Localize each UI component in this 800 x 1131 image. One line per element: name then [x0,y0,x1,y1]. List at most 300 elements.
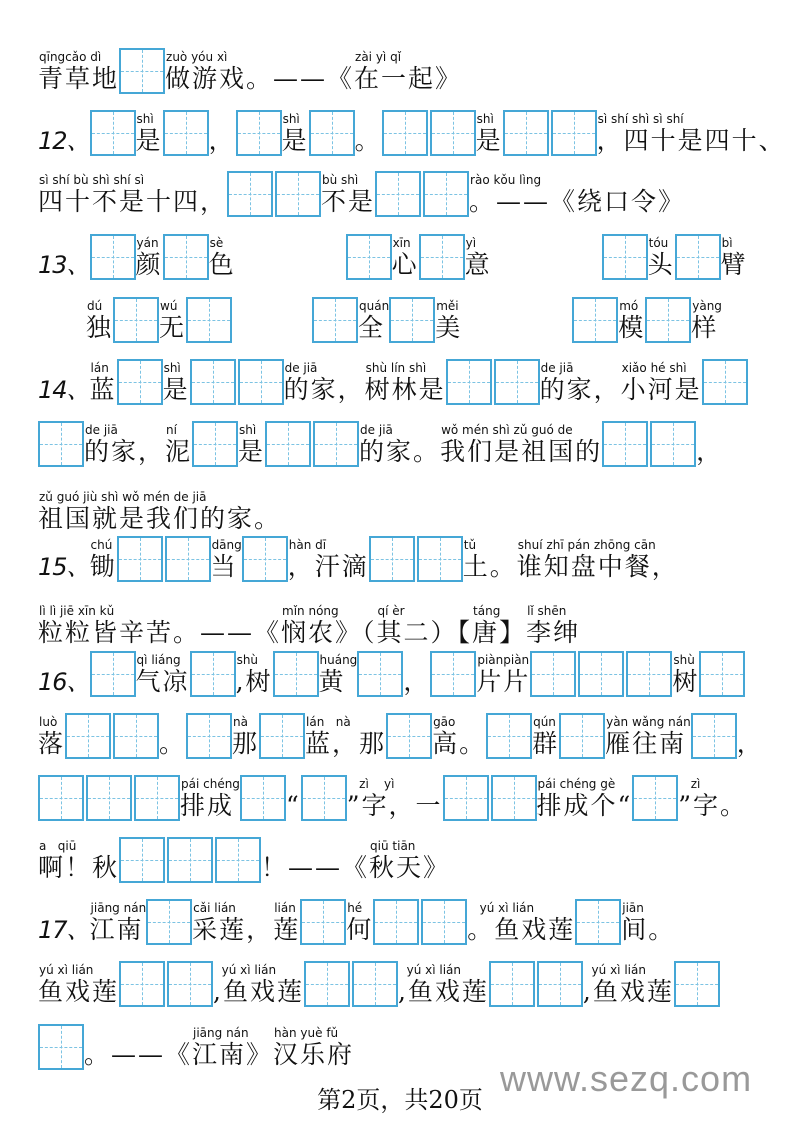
pinyin: měi [436,299,459,313]
tianzige-answer-box[interactable] [530,651,576,697]
tianzige-answer-box[interactable] [90,651,136,697]
tianzige-answer-box[interactable] [443,775,489,821]
hanzi: 头 [647,250,675,279]
question-number [38,901,90,945]
hanzi: 青草地 [38,64,120,93]
hanzi: 李绅 [526,618,581,647]
tianzige-answer-box[interactable] [382,110,428,156]
tianzige-answer-box[interactable] [430,651,476,697]
hanzi: 。 [159,729,187,758]
answer-box-group [632,775,678,823]
hanzi: 是 [281,126,309,155]
hanzi: 。——《 [84,1040,193,1069]
text-segment [467,901,575,945]
text-segment [465,236,492,280]
tianzige-answer-box[interactable] [503,110,549,156]
pinyin: de jiā [85,423,118,437]
pinyin: shuí zhī pán zhōng cān [517,538,656,552]
tianzige-answer-box[interactable] [352,961,398,1007]
tianzige-answer-box[interactable] [417,536,463,582]
pinyin: qīngcǎo dì [39,50,102,64]
pinyin: piànpiàn [477,653,530,667]
text-segment [403,653,430,697]
pinyin [38,361,39,375]
pinyin: huáng [319,653,358,667]
text-segment [273,1026,354,1070]
tianzige-answer-box[interactable] [602,421,648,467]
text-segment [432,715,486,759]
worksheet-line [38,637,745,699]
pinyin: ní [166,423,177,437]
pinyin: tǔ [463,538,477,552]
answer-box-group [645,297,691,345]
pinyin: tóu [648,236,669,250]
tianzige-answer-box[interactable] [273,651,319,697]
hanzi: 独 [86,313,114,342]
answer-box-group [674,961,720,1009]
tianzige-answer-box[interactable] [699,651,745,697]
pinyin: yú xì lián [398,963,461,977]
tianzige-answer-box[interactable] [386,713,432,759]
hanzi: 我们是祖国的 [440,437,603,466]
hanzi: 的家， [84,437,166,466]
tianzige-answer-box[interactable] [275,171,321,217]
answer-box-group [382,110,476,158]
pinyin: a qiū [39,839,77,853]
text-segment [86,299,113,343]
text-segment [38,50,119,94]
tianzige-answer-box[interactable] [119,961,165,1007]
question-number [38,653,90,697]
pinyin: lǐ shēn [527,604,567,618]
question-number-label: 13、 [38,251,90,279]
worksheet-line [38,761,747,823]
tianzige-answer-box[interactable] [486,713,532,759]
text-segment [392,236,419,280]
tianzige-answer-box[interactable] [369,536,415,582]
tianzige-answer-box[interactable] [675,234,721,280]
text-segment [238,423,265,467]
answer-box-group [530,651,672,699]
text-segment [355,112,382,156]
pinyin [38,653,39,667]
pinyin: shì [163,361,181,375]
text-segment [678,777,747,821]
pinyin: wǒ mén shì zǔ guó de [441,423,573,437]
text-segment [136,112,163,156]
hanzi: 群 [532,729,560,758]
hanzi: 。 [354,126,382,155]
tianzige-answer-box[interactable] [430,110,476,156]
tianzige-answer-box[interactable] [259,713,305,759]
tianzige-answer-box[interactable] [423,171,469,217]
pinyin: cǎi lián [193,901,236,915]
pinyin: shì [282,112,300,126]
pinyin: lán nà [306,715,351,729]
worksheet-line [38,345,748,407]
text-segment [469,173,685,217]
tianzige-answer-box[interactable] [419,234,465,280]
tianzige-answer-box[interactable] [236,110,282,156]
tianzige-answer-box[interactable] [446,359,492,405]
tianzige-answer-box[interactable] [90,234,136,280]
pinyin: hàn dī [288,538,327,552]
hanzi: 唐】 [472,618,527,647]
text-segment [621,361,702,405]
text-segment [358,299,389,343]
text-segment [435,299,462,343]
answer-box-group [559,713,605,761]
tianzige-answer-box[interactable] [117,359,163,405]
worksheet-line [38,34,462,96]
hanzi: 样 [691,313,719,342]
tianzige-answer-box[interactable] [190,651,236,697]
pinyin: zǔ guó jiù shì wǒ mén de jiā [39,490,207,504]
tianzige-answer-box[interactable] [238,359,284,405]
question-number [38,538,90,582]
text-segment [282,112,309,156]
tianzige-answer-box[interactable] [489,961,535,1007]
hanzi: 片片 [476,667,531,696]
hanzi: 排成 [180,791,235,820]
pinyin: yú xì lián [583,963,646,977]
hanzi: 树林是 [364,375,446,404]
hanzi: 采莲， [192,915,274,944]
hanzi: 黄 [318,667,346,696]
tianzige-answer-box[interactable] [167,837,213,883]
tianzige-answer-box[interactable] [312,297,358,343]
tianzige-answer-box[interactable] [119,837,165,883]
tianzige-answer-box[interactable] [186,297,232,343]
text-segment [476,653,530,697]
hanzi: 是 [238,437,266,466]
tianzige-answer-box[interactable] [65,713,111,759]
hanzi: 在一起》 [354,64,463,93]
answer-box-group [486,713,532,761]
pinyin: shù lín shì [365,361,427,375]
answer-box-group [190,359,284,407]
hanzi: 莲 [273,915,301,944]
hanzi: 美 [435,313,463,342]
tianzige-answer-box[interactable] [86,775,132,821]
text-segment [136,653,190,697]
tianzige-answer-box[interactable] [113,713,159,759]
pinyin: pái chéng gè [537,777,616,791]
hanzi: 气凉 [135,667,190,696]
text-segment [476,112,503,156]
pinyin: bì [721,236,733,250]
hanzi: 的家， [539,375,621,404]
answer-box-group [259,713,305,761]
tianzige-answer-box[interactable] [242,536,288,582]
question-number [38,112,90,156]
hanzi: 颜 [135,250,163,279]
answer-box-group [309,110,355,158]
tianzige-answer-box[interactable] [190,359,236,405]
tianzige-answer-box[interactable] [117,536,163,582]
pinyin: zì yì [347,777,395,791]
text-segment [286,777,301,821]
tianzige-answer-box[interactable] [346,234,392,280]
text-segment [597,112,786,156]
tianzige-answer-box[interactable] [559,713,605,759]
hanzi: 汉乐府 [273,1040,355,1069]
text-segment [261,839,369,883]
tianzige-answer-box[interactable] [186,713,232,759]
pinyin: hàn yuè fǔ [274,1026,339,1040]
answer-box-group [419,234,465,282]
text-segment [38,963,119,1007]
text-segment [136,236,163,280]
page-number: 第2页，共20页 [317,1086,483,1114]
text-segment [84,1026,192,1070]
tianzige-answer-box[interactable] [265,421,311,467]
text-segment [721,236,748,280]
answer-box-group [119,837,261,885]
pinyin: gāo [433,715,456,729]
tianzige-answer-box[interactable] [602,234,648,280]
hanzi: ,鱼戏莲 [213,977,304,1006]
tianzige-answer-box[interactable] [313,421,359,467]
pinyin: qì liáng [136,653,181,667]
tianzige-answer-box[interactable] [626,651,672,697]
pinyin: quán [359,299,390,313]
answer-box-group [117,536,211,584]
pinyin: táng [473,604,501,618]
tianzige-answer-box[interactable] [650,421,696,467]
hanzi: 当 [210,552,238,581]
tianzige-answer-box[interactable] [551,110,597,156]
pinyin: yàng [692,299,722,313]
answer-box-group [489,961,583,1009]
answer-box-group [265,421,359,469]
hanzi: ”字，一 [346,791,443,820]
tianzige-answer-box[interactable] [113,297,159,343]
pinyin: lì lì jiē xīn kǔ [39,604,115,618]
answer-box-group [90,651,136,699]
tianzige-answer-box[interactable] [90,110,136,156]
pinyin: wú [160,299,178,313]
answer-box-group [304,961,398,1009]
tianzige-answer-box[interactable] [575,899,621,945]
hanzi: 间。 [621,915,676,944]
text-segment [192,901,273,945]
text-segment [165,50,354,94]
pinyin: zài yì qǐ [355,50,402,64]
text-segment [540,361,621,405]
tianzige-answer-box[interactable] [146,899,192,945]
pinyin: bù shì [322,173,359,187]
tianzige-answer-box[interactable] [702,359,748,405]
tianzige-answer-box[interactable] [163,110,209,156]
text-segment [369,839,450,883]
text-segment [618,299,645,343]
text-segment [696,423,723,467]
hanzi: 何 [346,915,374,944]
text-segment [398,963,489,1007]
pinyin [403,653,404,667]
tianzige-answer-box[interactable] [491,775,537,821]
hanzi: ”字。 [678,791,748,820]
pinyin: sì shí bù shì shí sì [39,173,145,187]
hanzi: ， [208,126,236,155]
answer-box-group [503,110,597,158]
answer-box-group [702,359,748,407]
hanzi: ，汗滴 [287,552,369,581]
tianzige-answer-box[interactable] [357,651,403,697]
tianzige-answer-box[interactable] [38,421,84,467]
pinyin [209,112,210,126]
hanzi: 蓝，那 [305,729,387,758]
answer-box-group [375,171,469,219]
hanzi: 啊！秋 [38,853,120,882]
pinyin: shì [136,112,154,126]
pinyin [737,715,738,729]
answer-box-group [369,536,463,584]
pinyin: mó [619,299,639,313]
hanzi: 。鱼戏莲 [467,915,576,944]
tianzige-answer-box[interactable] [134,775,180,821]
pinyin: jiān [622,901,644,915]
answer-box-group [300,899,346,947]
question-number-label: 14、 [38,376,90,404]
text-segment [180,777,240,821]
answer-box-group [192,421,238,469]
hanzi: ,鱼戏莲 [582,977,674,1006]
pinyin: de jiā [284,361,318,375]
answer-box-group [675,234,721,282]
hanzi: 秋天》 [369,853,451,882]
hanzi: 心 [391,250,419,279]
hanzi: ,树 [235,667,273,696]
hanzi: 泥 [165,437,193,466]
pinyin: xīn [392,236,411,250]
tianzige-answer-box[interactable] [301,775,347,821]
tianzige-answer-box[interactable] [215,837,261,883]
text-segment [672,653,699,697]
text-segment [90,361,117,405]
hanzi: 的家。 [359,437,441,466]
pinyin: jiāng nán [90,901,147,915]
pinyin [38,901,39,915]
tianzige-answer-box[interactable] [674,961,720,1007]
answer-box-group [186,297,232,345]
text-segment [440,423,602,467]
answer-box-group [301,775,347,823]
tianzige-answer-box[interactable] [373,899,419,945]
answer-box-group [389,297,435,345]
hanzi: 高。 [432,729,487,758]
hanzi: 臂 [720,250,748,279]
hanzi: ！——《 [261,853,370,882]
text-segment [159,715,186,759]
pinyin: sè [209,236,224,250]
pinyin: qún [533,715,556,729]
answer-box-group [443,775,537,823]
tianzige-answer-box[interactable] [119,48,165,94]
answer-box-group [373,899,467,947]
tianzige-answer-box[interactable] [645,297,691,343]
answer-box-group [163,234,209,282]
tianzige-answer-box[interactable] [227,171,273,217]
text-segment [605,715,691,759]
pinyin [696,423,697,437]
worksheet-line [38,699,764,761]
tianzige-answer-box[interactable] [375,171,421,217]
tianzige-answer-box[interactable] [38,1024,84,1070]
text-segment [236,653,273,697]
question-number-label: 12、 [38,127,90,155]
question-number [38,361,90,405]
worksheet-line [38,522,679,584]
tianzige-answer-box[interactable] [167,961,213,1007]
answer-box-group [38,775,180,823]
text-segment [288,538,369,582]
hanzi: 色 [208,250,236,279]
pinyin: qiū tiān [370,839,416,853]
tianzige-answer-box[interactable] [309,110,355,156]
hanzi: 其二）【 [376,618,473,647]
pinyin: chú [90,538,113,552]
answer-box-group [236,110,282,158]
tianzige-answer-box[interactable] [537,961,583,1007]
hanzi: ， [403,667,431,696]
pinyin: rào kǒu lìng [470,173,542,187]
pinyin: shì [239,423,257,437]
answer-box-group [119,48,165,96]
pinyin [84,1026,85,1040]
tianzige-answer-box[interactable] [421,899,467,945]
tianzige-answer-box[interactable] [578,651,624,697]
hanzi: 模 [618,313,646,342]
pinyin: dāng [211,538,242,552]
tianzige-answer-box[interactable] [389,297,435,343]
tianzige-answer-box[interactable] [494,359,540,405]
tianzige-answer-box[interactable] [38,775,84,821]
hanzi: 锄 [89,552,117,581]
answer-box-group [190,651,236,699]
pinyin: de jiā [540,361,574,375]
pinyin: yán [136,236,159,250]
tianzige-answer-box[interactable] [632,775,678,821]
text-segment [38,715,65,759]
hanzi: 谁知盘中餐， [516,552,679,581]
hanzi: 那 [232,729,260,758]
hanzi: 落 [38,729,66,758]
hanzi: “ [285,791,301,820]
answer-box-group [312,297,358,345]
answer-box-group [163,110,209,158]
text-segment [284,361,365,405]
tianzige-answer-box[interactable] [691,713,737,759]
tianzige-answer-box[interactable] [300,899,346,945]
tianzige-answer-box[interactable] [572,297,618,343]
pinyin [286,777,287,791]
hanzi: 是 [162,375,190,404]
tianzige-answer-box[interactable] [192,421,238,467]
text-segment [90,538,117,582]
answer-box-group [357,651,403,699]
pinyin [38,538,39,552]
text-segment [90,901,147,945]
tianzige-answer-box[interactable] [304,961,350,1007]
tianzige-answer-box[interactable] [163,234,209,280]
hanzi: ， [736,729,764,758]
tianzige-answer-box[interactable] [165,536,211,582]
text-segment [273,901,300,945]
tianzige-answer-box[interactable] [240,775,286,821]
watermark: www.sezq.com [500,1058,753,1099]
